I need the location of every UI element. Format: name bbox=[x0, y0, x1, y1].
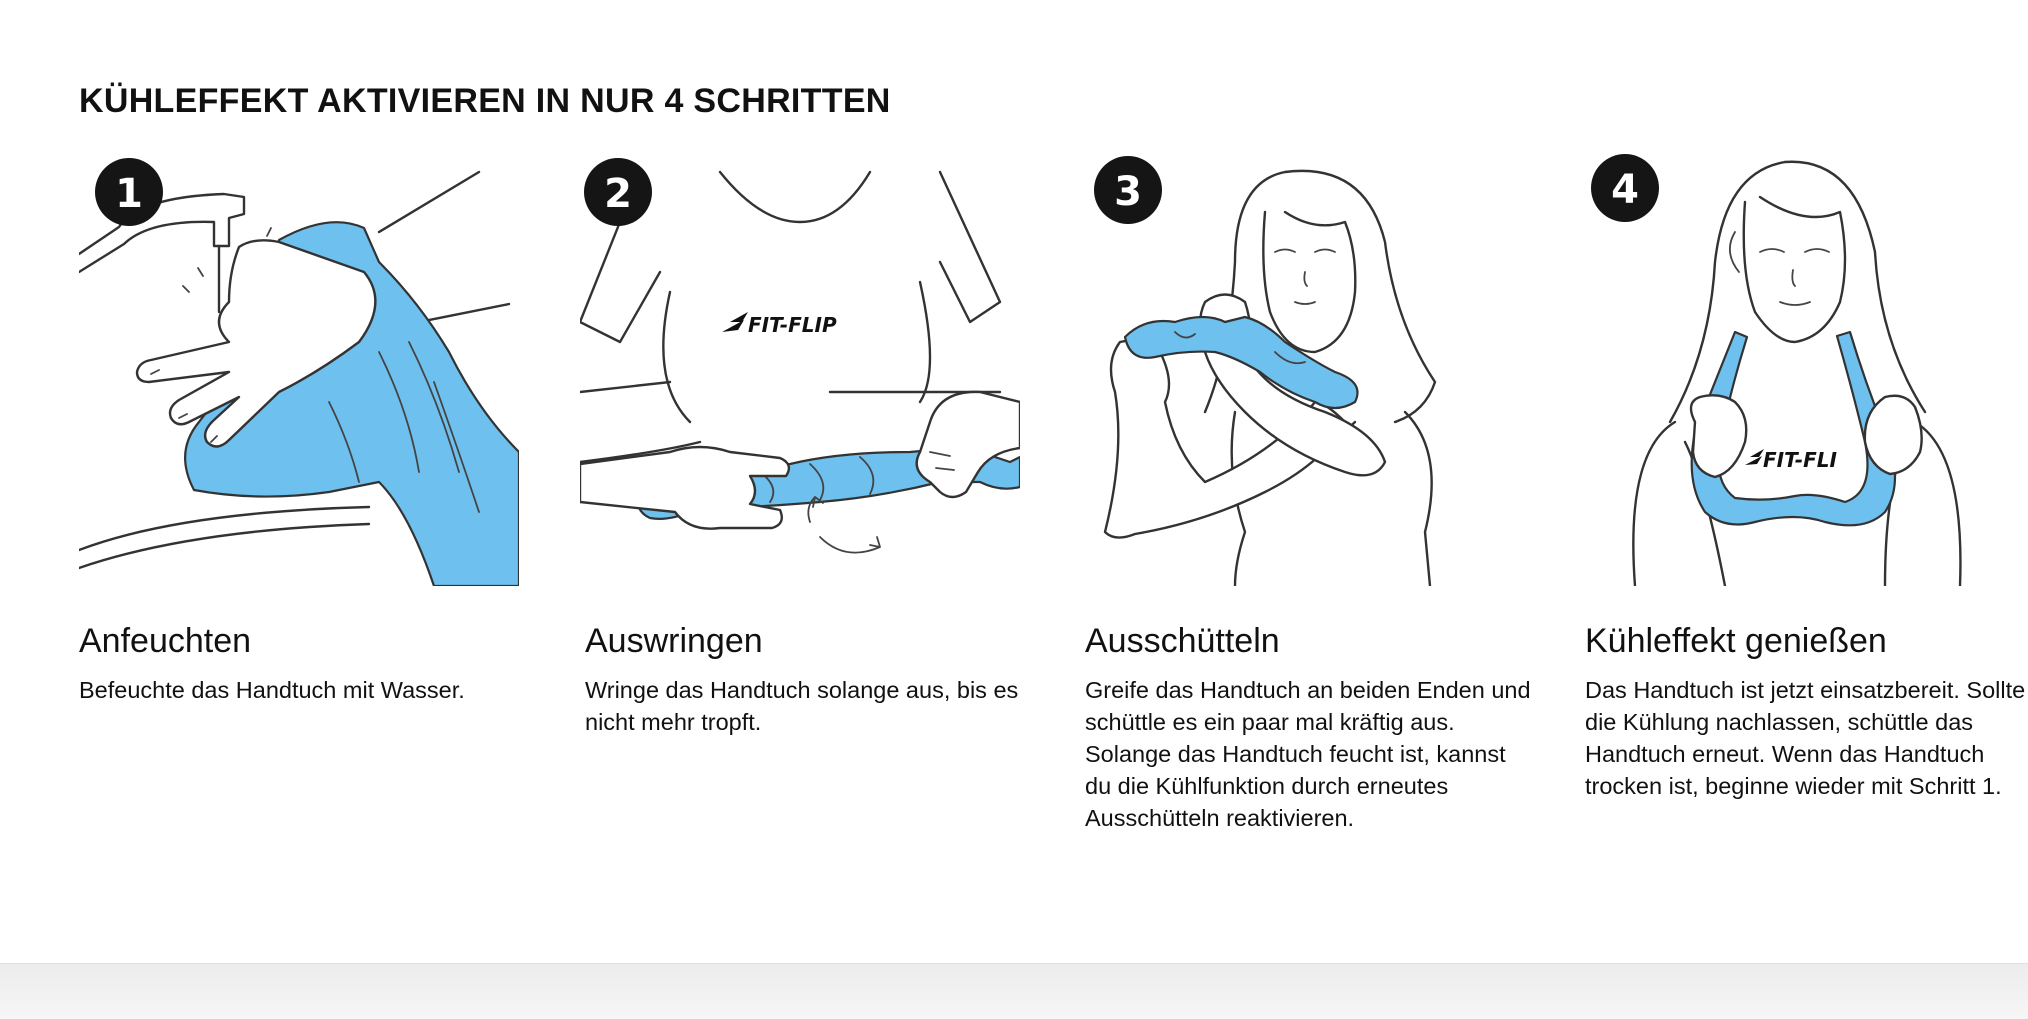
step-1-illustration bbox=[79, 152, 519, 586]
step-2-badge-number: 2 bbox=[604, 171, 632, 217]
step-1-heading: Anfeuchten bbox=[79, 622, 252, 660]
step-1-text: Befeuchte das Handtuch mit Wasser. bbox=[79, 677, 465, 703]
step-3-badge-number: 3 bbox=[1114, 169, 1142, 215]
step-4-heading: Kühleffekt genießen bbox=[1585, 622, 1887, 660]
step-2 bbox=[580, 152, 1030, 735]
step-4-badge-number: 4 bbox=[1611, 167, 1639, 213]
step-3 bbox=[1085, 152, 1535, 831]
step-1-badge-number: 1 bbox=[115, 171, 143, 217]
step-1 bbox=[79, 152, 529, 703]
step-2-logo-text: FIT-FLIP bbox=[748, 313, 837, 337]
fit-flip-logo bbox=[722, 312, 837, 337]
step-2-heading: Auswringen bbox=[585, 622, 763, 660]
step-3-text: Greife das Handtuch an beiden Enden und schüttle es ein paar mal kräftig aus. Solange das Handtuch feucht ist, kannst du die Kühlfunktion durch erneutes Ausschütteln reaktivieren. bbox=[1085, 677, 1531, 831]
shaking-towel-illustration bbox=[1085, 152, 1525, 586]
step-2-illustration bbox=[580, 152, 1020, 586]
step-3-heading: Ausschütteln bbox=[1085, 622, 1280, 660]
step-3-illustration bbox=[1085, 152, 1525, 586]
page-title: KÜHLEFFEKT AKTIVIEREN IN NUR 4 SCHRITTEN bbox=[79, 82, 891, 120]
wetting-towel-illustration bbox=[79, 152, 519, 586]
step-2-text: Wringe das Handtuch solange aus, bis es nicht mehr tropft. bbox=[585, 677, 1019, 735]
step-4 bbox=[1585, 152, 2028, 799]
step-4-illustration bbox=[1585, 152, 2025, 586]
enjoy-cooling-illustration bbox=[1585, 152, 2025, 586]
step-4-logo-text: FIT-FLI bbox=[1763, 448, 1837, 472]
footer-divider bbox=[0, 963, 2028, 1019]
wringing-towel-illustration bbox=[580, 152, 1020, 586]
step-4-text: Das Handtuch ist jetzt einsatzbereit. Sollte die Kühlung nachlassen, schüttle das Handtuch erneut. Wenn das Handtuch trocken ist, beginne wieder mit Schritt 1. bbox=[1585, 677, 2026, 799]
fit-flip-logo bbox=[1745, 448, 1838, 472]
